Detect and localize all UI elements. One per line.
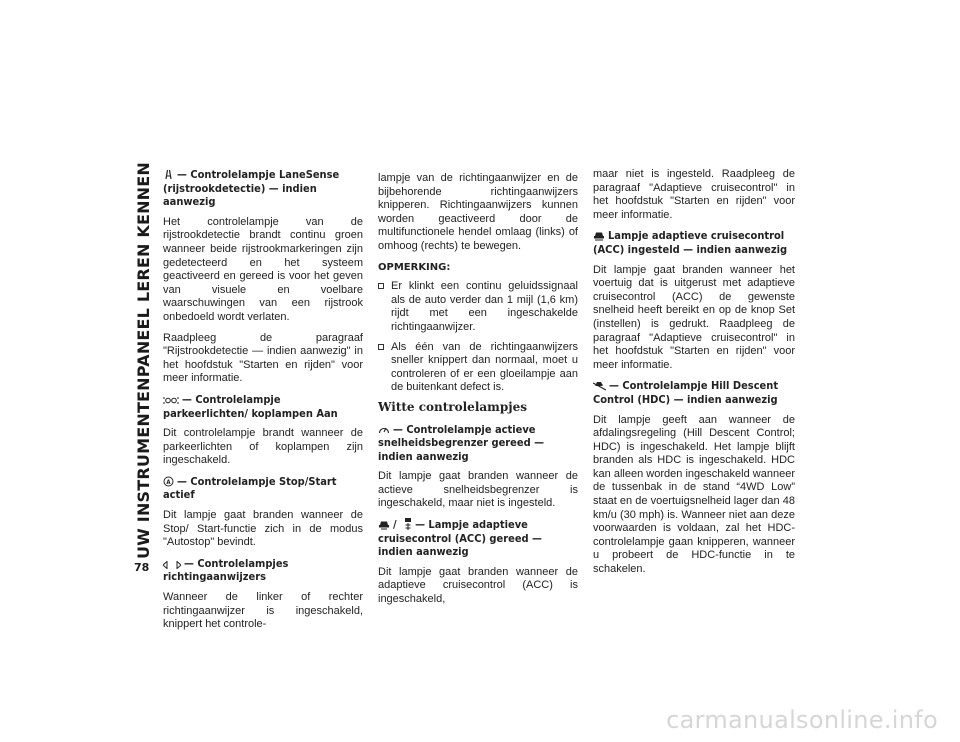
speed-limiter-text: Dit lampje gaat branden wanneer de actieve snelheidsbegrenzer is ingeschakeld, maar niet is ingesteld. bbox=[378, 470, 578, 510]
acc-set-icon bbox=[593, 230, 605, 241]
hill-descent-icon bbox=[593, 380, 606, 391]
heading-speed-limiter: — Controlelampje actieve snelheidsbegrenzer gereed — indien aanwezig bbox=[378, 422, 545, 463]
lanesense-text-1: Het controlelampje van de rijstrookdetectie brandt continu groen wanneer beide rijstrookmarkeringen zijn gedetecteerd en het systeem geactiveerd en gereed is voor het geven van visuele en voelbare waarschuwingen van een rijstrook onbedoeld wordt verlaten. bbox=[163, 215, 363, 323]
list-item: Er klinkt een continu geluidssignaal als de auto verder dan 1 mijl (1,6 km) rijdt met een ingeschakelde richtingaanwijzer. bbox=[378, 280, 578, 334]
heading-acc-set: Lampje adaptieve cruisecontrol (ACC) ingesteld — indien aanwezig bbox=[593, 229, 788, 256]
bullet-box-icon bbox=[378, 344, 384, 350]
section-white-indicators: Witte controlelampjes bbox=[378, 399, 527, 414]
heading-parking-lights: — Controlelampje parkeerlichten/ koplampen Aan bbox=[163, 392, 338, 420]
svg-text:A: A bbox=[166, 478, 171, 486]
chapter-sidebar-title bbox=[128, 155, 158, 565]
note-label: OPMERKING: bbox=[378, 261, 451, 273]
acc-car-icon bbox=[378, 519, 390, 530]
turn-signals-text-cont: lampje van de richtingaanwijzer en de bijbehorende richtingaanwijzers knipperen. Richtingaanwijzers kunnen worden geactiveerd door de multifunctionele hendel omlaag (links) of omhoog (rechts) te bewegen. bbox=[378, 172, 578, 252]
heading-acc-ready: / — Lampje adaptieve cruisecontrol (ACC) gereed — indien aanwezig bbox=[378, 518, 542, 559]
watermark: carmanualsonline.info bbox=[666, 706, 938, 734]
note-list bbox=[378, 280, 578, 395]
turn-signals-text: Wanneer de linker of rechter richtingaanwijzer is ingeschakeld, knippert het controle- bbox=[163, 591, 363, 631]
acc-set-text: Dit lampje gaat branden wanneer het voertuig dat is uitgerust met adaptieve cruisecontrol (ACC) de gewenste snelheid heeft bereikt en op de knop Set (instellen) is gedrukt. Raadpleeg de paragraaf "Adaptieve cruisecontrol" in het hoofdstuk "Starten en rijden" voor meer informatie. bbox=[593, 263, 795, 371]
turn-signal-icon bbox=[163, 561, 181, 569]
hdc-text: Dit lampje geeft aan wanneer de afdalingsregeling (Hill Descent Control; HDC) is ingeschakeld. Het lampje blijft branden als HDC is ingeschakeld. HDC kan alleen worden ingeschakeld wanneer de tussenbak in de stand “4WD Low” staat en de voertuigsnelheid lager dan 48 km/u (30 mph) is. Wanneer niet aan deze voorwaarden is voldaan, zal het HDC-controlelampje gaan knipperen, wanneer u probeert de HDC-functie in te schakelen. bbox=[593, 413, 795, 576]
list-item: Als één van de richtingaanwijzers sneller knippert dan normaal, moet u controleren of er een gloeilampje aan de buitenkant defect is. bbox=[378, 341, 578, 395]
acc-ready-text: Dit lampje gaat branden wanneer de adaptieve cruisecontrol (ACC) is ingeschakeld, bbox=[378, 565, 578, 606]
page-number: 78 bbox=[134, 561, 150, 574]
lanesense-text-2: Raadpleeg de paragraaf "Rijstrookdetectie — indien aanwezig" in het hoofdstuk "Starten en rijden" voor meer informatie. bbox=[163, 331, 363, 385]
column-1 bbox=[163, 168, 363, 639]
heading-hdc: — Controlelampje Hill Descent Control (HDC) — indien aanwezig bbox=[593, 379, 779, 406]
chapter-title-text: UW INSTRUMENTENPANEEL LEREN KENNEN bbox=[133, 161, 153, 559]
heading-turn-signals: — Controlelampjes richtingaanwijzers bbox=[163, 556, 289, 584]
parking-lights-icon bbox=[163, 396, 179, 405]
stop-start-icon bbox=[163, 476, 174, 487]
acc-distance-icon bbox=[404, 518, 412, 530]
heading-lanesense: — Controlelampje LaneSense (rijstrookdetectie) — indien aanwezig bbox=[163, 168, 340, 209]
stopstart-text: Dit lampje gaat branden wanneer de Stop/ Start-functie zich in de modus "Autostop" bevindt. bbox=[163, 509, 363, 549]
parking-lights-text: Dit controlelampje brandt wanneer de parkeerlichten of koplampen zijn ingeschakeld. bbox=[163, 427, 363, 467]
heading-stopstart: A — Controlelampje Stop/Start actief bbox=[163, 474, 337, 502]
bullet-box-icon bbox=[378, 283, 384, 289]
column-3 bbox=[593, 168, 795, 584]
column-2 bbox=[378, 172, 578, 614]
acc-ready-text-cont: maar niet is ingesteld. Raadpleeg de paragraaf "Adaptieve cruisecontrol" in het hoofdstuk "Starten en rijden" voor meer informatie. bbox=[593, 168, 795, 221]
lanesense-icon bbox=[163, 169, 174, 180]
speed-limiter-icon bbox=[378, 424, 390, 435]
